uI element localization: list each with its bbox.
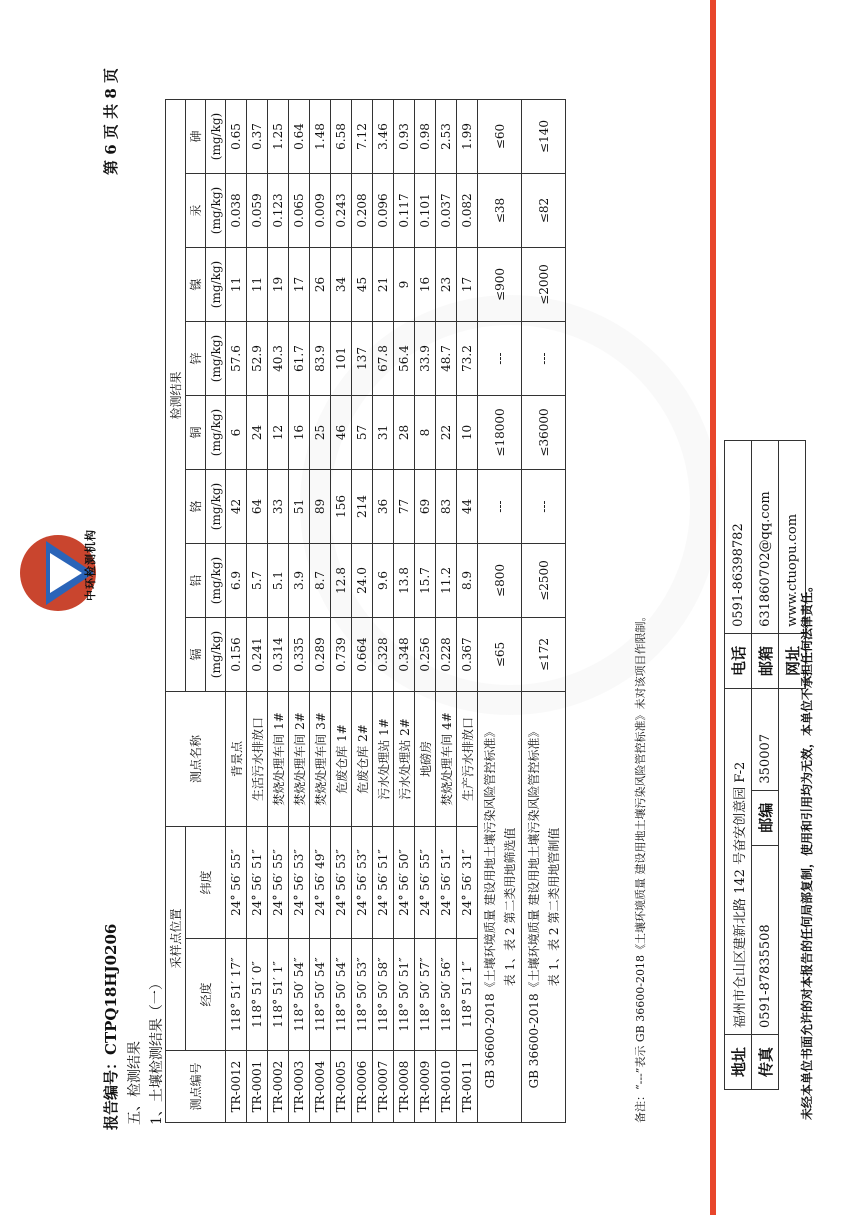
row-value: 0.367	[457, 617, 478, 691]
row-id: TR-0005	[331, 1051, 352, 1123]
row-value: 1.25	[268, 99, 289, 173]
row-value: 3.46	[373, 99, 394, 173]
row-value: 0.328	[373, 617, 394, 691]
row-value: 6.58	[331, 99, 352, 173]
row-lon: 118° 51′ 1″	[457, 939, 478, 1051]
row-value: 24.0	[352, 543, 373, 617]
std-value: ---	[522, 469, 566, 543]
table-row	[457, 99, 478, 1122]
row-name: 背景点	[226, 691, 247, 826]
col-lon-header: 经度	[186, 939, 226, 1051]
row-lat: 24° 56′ 55″	[226, 826, 247, 938]
row-value: 16	[415, 247, 436, 321]
unit: (mg/kg)	[206, 617, 226, 691]
row-value: 11	[247, 247, 268, 321]
row-value: 22	[436, 395, 457, 469]
row-value: 0.256	[415, 617, 436, 691]
table-row	[310, 99, 331, 1122]
row-lon: 118° 50′ 54″	[331, 939, 352, 1051]
row-value: 3.9	[289, 543, 310, 617]
std-value: ≤800	[478, 543, 522, 617]
section-heading: 五、检测结果	[127, 1041, 143, 1125]
table-row	[268, 99, 289, 1122]
soil-results-table	[165, 99, 566, 1123]
row-value: 77	[394, 469, 415, 543]
row-value: 28	[394, 395, 415, 469]
row-lat: 24° 56′ 50″	[394, 826, 415, 938]
table-note: 备注：“---”表示 GB 36600-2018《土壤环境质量 建设用地土壤污染风险管控标准》未对该项目作限制。	[634, 610, 647, 1123]
table-row	[394, 99, 415, 1122]
mail-value: 631860702@qq.com	[752, 441, 779, 634]
row-value: 16	[289, 395, 310, 469]
std-sub: 表 1、表 2 第二类用地筛选值	[502, 827, 517, 987]
col-zn: 锌	[186, 321, 206, 395]
row-value: 0.037	[436, 173, 457, 247]
row-value: 64	[247, 469, 268, 543]
row-value: 73.2	[457, 321, 478, 395]
row-value: 52.9	[247, 321, 268, 395]
row-id: TR-0009	[415, 1051, 436, 1123]
row-lon: 118° 50′ 51″	[394, 939, 415, 1051]
unit: (mg/kg)	[206, 543, 226, 617]
col-lat-header: 纬度	[186, 826, 226, 938]
row-value: 0.101	[415, 173, 436, 247]
table-row	[331, 99, 352, 1122]
row-lat: 24° 56′ 51″	[436, 826, 457, 938]
row-id: TR-0007	[373, 1051, 394, 1123]
row-value: 13.8	[394, 543, 415, 617]
row-value: 137	[352, 321, 373, 395]
std-value: ≤2000	[522, 247, 566, 321]
row-lon: 118° 51′ 0″	[247, 939, 268, 1051]
page-info: 第 6 页 共 8 页	[102, 68, 120, 175]
row-value: 0.289	[310, 617, 331, 691]
std-value: ---	[478, 321, 522, 395]
std-value: ≤82	[522, 173, 566, 247]
row-value: 0.241	[247, 617, 268, 691]
row-lat: 24° 56′ 31″	[457, 826, 478, 938]
row-value: 0.059	[247, 173, 268, 247]
row-value: 51	[289, 469, 310, 543]
row-value: 0.123	[268, 173, 289, 247]
std-value: ≤38	[478, 173, 522, 247]
unit: (mg/kg)	[206, 469, 226, 543]
row-value: 0.314	[268, 617, 289, 691]
row-value: 10	[457, 395, 478, 469]
row-value: 9	[394, 247, 415, 321]
row-value: 1.48	[310, 99, 331, 173]
row-value: 8	[415, 395, 436, 469]
report-number: 报告编号：CTPQ18HJ0206	[102, 923, 120, 1130]
tel-label: 电话	[725, 633, 752, 688]
row-value: 6	[226, 395, 247, 469]
row-value: 21	[373, 247, 394, 321]
std-value: ≤2500	[522, 543, 566, 617]
row-value: 48.7	[436, 321, 457, 395]
row-value: 25	[310, 395, 331, 469]
row-value: 33.9	[415, 321, 436, 395]
row-id: TR-0002	[268, 1051, 289, 1123]
row-value: 11.2	[436, 543, 457, 617]
row-lon: 118° 50′ 56″	[436, 939, 457, 1051]
row-value: 0.117	[394, 173, 415, 247]
row-value: 69	[415, 469, 436, 543]
row-id: TR-0004	[310, 1051, 331, 1123]
row-name: 污水处理站 2#	[394, 691, 415, 826]
row-lat: 24° 56′ 53″	[331, 826, 352, 938]
row-value: 44	[457, 469, 478, 543]
col-name-header: 测点名称	[166, 691, 226, 826]
row-value: 8.9	[457, 543, 478, 617]
unit: (mg/kg)	[206, 395, 226, 469]
row-value: 8.7	[310, 543, 331, 617]
col-cu: 铜	[186, 395, 206, 469]
std-sub: 表 1、表 2 第二类用地管制值	[546, 827, 561, 987]
std-title: GB 36600-2018《土壤环境质量 建设用地土壤污染风险管控标准》	[482, 725, 497, 1089]
addr-label: 地址	[725, 1035, 752, 1090]
row-name: 危废仓库 1#	[331, 691, 352, 826]
addr-value: 福州市仓山区建新北路 142 号奋安创意园 F-2	[725, 688, 752, 1034]
row-value: 57	[352, 395, 373, 469]
std-row-control	[522, 99, 566, 1122]
row-value: 2.53	[436, 99, 457, 173]
row-value: 6.9	[226, 543, 247, 617]
row-id: TR-0003	[289, 1051, 310, 1123]
row-id: TR-0008	[394, 1051, 415, 1123]
contact-table	[724, 440, 806, 1090]
post-label: 邮编	[752, 790, 779, 845]
row-value: 33	[268, 469, 289, 543]
row-value: 12.8	[331, 543, 352, 617]
row-value: 26	[310, 247, 331, 321]
mail-label: 邮箱	[752, 633, 779, 688]
row-value: 0.096	[373, 173, 394, 247]
std-value: ≤65	[478, 617, 522, 691]
row-value: 0.065	[289, 173, 310, 247]
row-lat: 24° 56′ 51″	[373, 826, 394, 938]
row-value: 17	[457, 247, 478, 321]
row-value: 11	[226, 247, 247, 321]
row-lat: 24° 56′ 51″	[247, 826, 268, 938]
table-row	[436, 99, 457, 1122]
table-row	[352, 99, 373, 1122]
row-value: 40.3	[268, 321, 289, 395]
row-value: 156	[331, 469, 352, 543]
row-value: 101	[331, 321, 352, 395]
col-results-header: 检测结果	[166, 99, 186, 691]
row-value: 0.65	[226, 99, 247, 173]
row-value: 1.99	[457, 99, 478, 173]
row-value: 83.9	[310, 321, 331, 395]
table-row	[226, 99, 247, 1122]
row-value: 83	[436, 469, 457, 543]
row-name: 焚烧处理车间 4#	[436, 691, 457, 826]
row-name: 焚烧处理车间 2#	[289, 691, 310, 826]
unit: (mg/kg)	[206, 247, 226, 321]
row-value: 36	[373, 469, 394, 543]
row-value: 0.37	[247, 99, 268, 173]
row-value: 5.7	[247, 543, 268, 617]
fax-label: 传真	[752, 1035, 779, 1090]
col-hg: 汞	[186, 173, 206, 247]
row-value: 17	[289, 247, 310, 321]
row-value: 0.64	[289, 99, 310, 173]
unit: (mg/kg)	[206, 99, 226, 173]
col-pb: 铅	[186, 543, 206, 617]
row-name: 危废仓库 2#	[352, 691, 373, 826]
row-value: 24	[247, 395, 268, 469]
row-value: 42	[226, 469, 247, 543]
row-lon: 118° 50′ 57″	[415, 939, 436, 1051]
row-lon: 118° 51′ 1″	[268, 939, 289, 1051]
row-value: 0.335	[289, 617, 310, 691]
row-value: 0.009	[310, 173, 331, 247]
row-value: 67.8	[373, 321, 394, 395]
row-lon: 118° 50′ 53″	[352, 939, 373, 1051]
row-name: 焚烧处理车间 1#	[268, 691, 289, 826]
row-id: TR-0012	[226, 1051, 247, 1123]
row-id: TR-0010	[436, 1051, 457, 1123]
col-cr: 铬	[186, 469, 206, 543]
row-value: 0.739	[331, 617, 352, 691]
std-row-screening	[478, 99, 522, 1122]
std-value: ≤36000	[522, 395, 566, 469]
row-lat: 24° 56′ 53″	[352, 826, 373, 938]
row-value: 0.038	[226, 173, 247, 247]
row-value: 89	[310, 469, 331, 543]
row-name: 污水处理站 1#	[373, 691, 394, 826]
row-id: TR-0001	[247, 1051, 268, 1123]
row-lon: 118° 50′ 58″	[373, 939, 394, 1051]
std-title: GB 36600-2018《土壤环境质量 建设用地土壤污染风险管控标准》	[526, 725, 541, 1089]
web-value: www.ctuopu.com	[779, 441, 806, 634]
post-value: 350007	[752, 688, 779, 790]
row-value: 0.228	[436, 617, 457, 691]
std-value: ≤172	[522, 617, 566, 691]
row-lon: 118° 51′ 17″	[226, 939, 247, 1051]
std-value: ≤900	[478, 247, 522, 321]
table-row	[373, 99, 394, 1122]
row-value: 31	[373, 395, 394, 469]
fax-value: 0591-87835508	[752, 845, 779, 1034]
row-value: 46	[331, 395, 352, 469]
row-id: TR-0011	[457, 1051, 478, 1123]
row-value: 34	[331, 247, 352, 321]
row-value: 57.6	[226, 321, 247, 395]
unit: (mg/kg)	[206, 321, 226, 395]
row-lat: 24° 56′ 55″	[268, 826, 289, 938]
row-value: 19	[268, 247, 289, 321]
row-lat: 24° 56′ 53″	[289, 826, 310, 938]
row-value: 0.082	[457, 173, 478, 247]
row-value: 5.1	[268, 543, 289, 617]
subsection-heading: 1、土壤检测结果（一）	[149, 976, 165, 1125]
row-value: 0.93	[394, 99, 415, 173]
tel-value: 0591-86398782	[725, 441, 752, 634]
std-value: ≤60	[478, 99, 522, 173]
col-location-header: 采样点位置	[166, 826, 186, 1050]
row-value: 0.208	[352, 173, 373, 247]
row-lat: 24° 56′ 49″	[310, 826, 331, 938]
disclaimer: 未经本单位书面允许的对本报告的任何局部复制，使用和引用均为无效，本单位不承担任何法律责任。	[800, 579, 814, 1120]
table-row	[289, 99, 310, 1122]
row-value: 23	[436, 247, 457, 321]
col-id-header: 测点编号	[166, 1051, 226, 1123]
table-row	[415, 99, 436, 1122]
row-value: 12	[268, 395, 289, 469]
row-value: 0.243	[331, 173, 352, 247]
row-value: 7.12	[352, 99, 373, 173]
unit: (mg/kg)	[206, 173, 226, 247]
org-name: 中环检测机构	[84, 529, 97, 601]
row-id: TR-0006	[352, 1051, 373, 1123]
row-lat: 24° 56′ 55″	[415, 826, 436, 938]
col-cd: 镉	[186, 617, 206, 691]
web-label: 网址	[779, 633, 806, 688]
row-value: 15.7	[415, 543, 436, 617]
row-value: 61.7	[289, 321, 310, 395]
row-value: 214	[352, 469, 373, 543]
row-value: 0.664	[352, 617, 373, 691]
std-value: ≤18000	[478, 395, 522, 469]
std-value: ---	[478, 469, 522, 543]
row-lon: 118° 50′ 54″	[289, 939, 310, 1051]
std-value: ---	[522, 321, 566, 395]
row-value: 56.4	[394, 321, 415, 395]
std-value: ≤140	[522, 99, 566, 173]
row-name: 生产污水排放口	[457, 691, 478, 826]
table-row	[247, 99, 268, 1122]
row-value: 45	[352, 247, 373, 321]
row-value: 0.98	[415, 99, 436, 173]
row-value: 9.6	[373, 543, 394, 617]
row-lon: 118° 50′ 54″	[310, 939, 331, 1051]
col-as: 砷	[186, 99, 206, 173]
row-name: 地磅房	[415, 691, 436, 826]
row-name: 生活污水排放口	[247, 691, 268, 826]
row-value: 0.348	[394, 617, 415, 691]
row-value: 0.156	[226, 617, 247, 691]
row-name: 焚烧处理车间 3#	[310, 691, 331, 826]
accent-rule	[710, 0, 716, 1215]
col-ni: 镍	[186, 247, 206, 321]
